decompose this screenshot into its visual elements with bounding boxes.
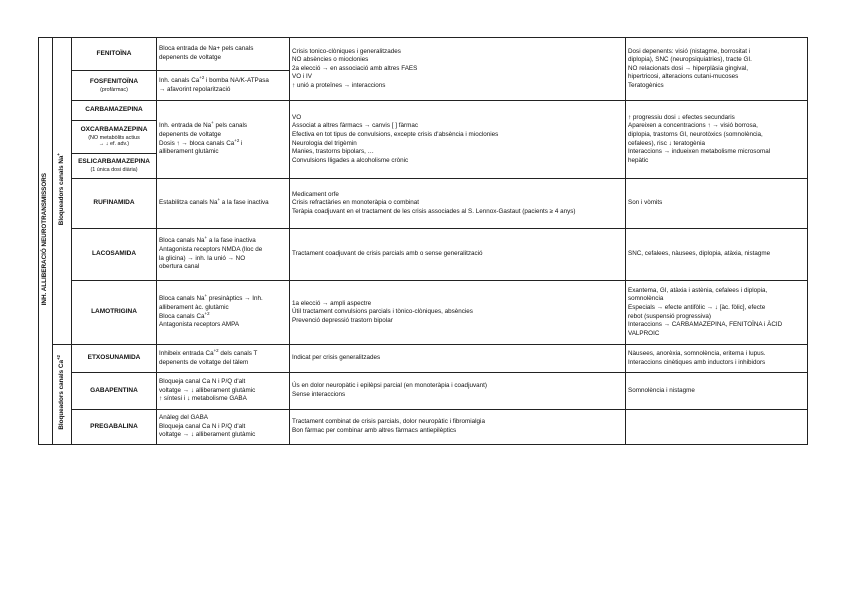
- row-gabapentina: [39, 373, 808, 410]
- adverse-effects-cell: Nàusees, anorèxia, somnolència, eritema i lupus. Interaccions cinètiques amb inductors i inhibidors: [626, 345, 808, 373]
- drug-name: LAMOTRIGINA: [72, 281, 157, 345]
- row-lamotrigina: [39, 281, 808, 345]
- mechanism-cell: Bloca entrada de Na+ pels canals depenents de voltatge: [157, 38, 290, 71]
- adverse-effects-cell: Somnolència i nistagme: [626, 373, 808, 410]
- adverse-effects-cell: ↑ progressiu dosi ↓ efectes secundaris Apareixen a concentracions ↑ → visió borrosa, diplopia, trastorns GI, neurotòxics (somnolència, cefalees), risc ↓ teratogènia Interaccions → indueixen metabolisme microsomal hepàtic: [626, 101, 808, 179]
- mechanism-cell: Inh. entrada de Na+ pels canals depenents de voltatge Dosis ↑ → bloca canals $Ca^{+2}$ i alliberament glutàmic: [157, 101, 290, 179]
- row-fenitoina: [39, 38, 808, 71]
- adverse-effects-cell: Exantema, GI, atàxia i astènia, cefalees i diplopia, somnolència Especials → efecte antifòlic → ↓ [àc. fòlic], efecte rebot (suspensió progressiva) Interaccions → CARBAMAZEPINA, FENITOÏNA i ÀCID VALPROIC: [626, 281, 808, 345]
- indication-cell: VO Associat a altres fàrmacs → canvis [ ] fàrmac Efectiva en tot tipus de convulsions, excepte crisis d'absència i mioclonies Neurologia del trigèmin Manies, trastorns bipolars, … Convulsions lligades a alcoholisme crònic: [290, 101, 626, 179]
- mechanism-cell: Bloca canals Na+ a la fase inactiva Antagonista receptors NMDA (lloc de la glicina) → inh. la unió → NO obertura canal: [157, 229, 290, 281]
- indication-cell: Tractament coadjuvant de crisis parcials amb o sense generalització: [290, 229, 626, 281]
- adverse-effects-cell: Son i vòmits: [626, 179, 808, 229]
- drug-name: ETXOSUNAMIDA: [72, 345, 157, 373]
- adverse-effects-cell: SNC, cefalees, nàusees, diplopia, atàxia, nistagme: [626, 229, 808, 281]
- na-group-label: Bloqueadors canals Na+: [53, 38, 72, 345]
- adverse-effects-cell: [626, 410, 808, 445]
- mechanism-cell: Inhibeix entrada $Ca^{+2}$ dels canals T depenents de voltatge del tàlem: [157, 345, 290, 373]
- drug-name: LACOSAMIDA: [72, 229, 157, 281]
- indication-cell: 1a elecció → ampli aspectre Útil tractament convulsions parcials i tònico-clòniques, absències Prevenció depressió trastorn bipolar: [290, 281, 626, 345]
- indication-cell: Tractament combinat de crisis parcials, dolor neuropàtic i fibromialgia Bon fàrmac per combinar amb altres fàrmacs antiepilèptics: [290, 410, 626, 445]
- indication-cell: Crisis tonico-clòniques i generalitzades NO absències o mioclonies 2a elecció → en associació amb altres FAES VO i IV ↑ unió a proteïnes → interaccions: [290, 38, 626, 101]
- drug-name-group: CARBAMAZEPINA OXCARBAMAZEPINA (NO metabòlits actius → ↓ ef. adv.) ESLICARBAMAZEPINA (1 única dosi diària): [72, 101, 157, 179]
- drug-table: [38, 37, 808, 445]
- adverse-effects-cell: Dosi depenents: visió (nistagme, borrositat i diplopia), SNC (neuropsiquiatries), tracte GI. NO relacionats dosi → hiperplàsia gingival, hipertricosi, alteracions cutani-mucoses Teratogènics: [626, 38, 808, 101]
- row-pregabalina: [39, 410, 808, 445]
- outer-group-label: INH. ALLIBERACIÓ NEUROTRANSMISSORS: [39, 38, 53, 445]
- drug-name: FOSFENITOÏNA (profàrmac): [72, 71, 157, 101]
- row-rufinamida: [39, 179, 808, 229]
- mechanism-cell: Estabilitza canals Na+ a la fase inactiva: [157, 179, 290, 229]
- mechanism-cell: Bloca canals Na+ presinàptics → Inh. alliberament àc. glutàmic Bloca canals $Ca^{+2}$ Antagonista receptors AMPA: [157, 281, 290, 345]
- mechanism-cell: Inh. canals $Ca^{+2}$ i bomba NA/K-ATPasa → afavorint repolarització: [157, 71, 290, 101]
- drug-name: RUFINAMIDA: [72, 179, 157, 229]
- row-carbamazepina-group: [39, 101, 808, 179]
- drug-name: PREGABALINA: [72, 410, 157, 445]
- drug-name: GABAPENTINA: [72, 373, 157, 410]
- indication-cell: Ús en dolor neuropàtic i epilèpsi parcial (en monoteràpia i coadjuvant) Sense interaccions: [290, 373, 626, 410]
- mechanism-cell: Anàleg del GABA Bloqueja canal Ca N i P/Q d'alt voltatge → ↓ alliberament glutàmic: [157, 410, 290, 445]
- mechanism-cell: Bloqueja canal Ca N i P/Q d'alt voltatge → ↓ alliberament glutàmic ↑ síntesi i ↓ metabolisme GABA: [157, 373, 290, 410]
- ca-group-label: Bloqueadors canals $Ca^{+2}$: [53, 345, 72, 445]
- indication-cell: Indicat per crisis generalitzades: [290, 345, 626, 373]
- drug-name: FENITOÏNA: [72, 38, 157, 71]
- row-lacosamida: [39, 229, 808, 281]
- indication-cell: Medicament orfe Crisis refractàries en monoteràpia o combinat Teràpia coadjuvant en el tractament de les crisis associades al S. Lennox-Gastaut (pacients ≥ 4 anys): [290, 179, 626, 229]
- row-etxosunamida: [39, 345, 808, 373]
